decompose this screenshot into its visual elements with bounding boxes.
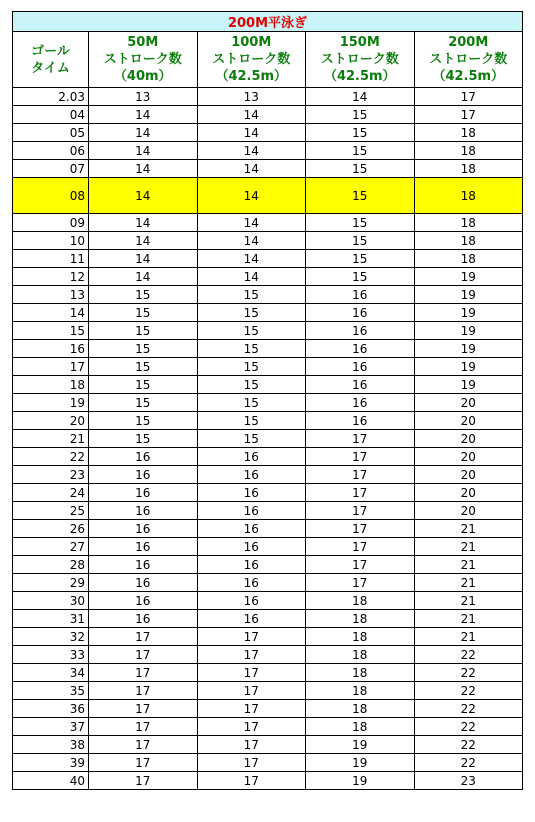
stroke-count-cell: 18 — [414, 178, 523, 214]
stroke-count-cell: 21 — [414, 538, 523, 556]
stroke-count-cell: 16 — [197, 484, 306, 502]
stroke-count-cell: 15 — [306, 142, 415, 160]
stroke-count-cell: 19 — [414, 268, 523, 286]
stroke-count-cell: 18 — [306, 610, 415, 628]
header-line: ゴール — [31, 43, 70, 59]
table-title: 200M平泳ぎ — [13, 12, 523, 32]
header-goal-time — [13, 32, 89, 88]
stroke-count-cell: 19 — [414, 340, 523, 358]
goal-time-cell: 27 — [13, 538, 89, 556]
stroke-count-cell: 15 — [197, 394, 306, 412]
stroke-count-cell: 18 — [306, 700, 415, 718]
stroke-count-cell: 15 — [306, 178, 415, 214]
stroke-count-cell: 19 — [306, 736, 415, 754]
stroke-count-cell: 22 — [414, 718, 523, 736]
stroke-count-cell: 16 — [197, 448, 306, 466]
table-row — [13, 502, 523, 520]
stroke-count-cell: 16 — [197, 592, 306, 610]
table-row — [13, 448, 523, 466]
goal-time-cell: 07 — [13, 160, 89, 178]
stroke-count-cell: 14 — [89, 124, 198, 142]
stroke-count-cell: 18 — [306, 646, 415, 664]
stroke-count-cell: 16 — [197, 610, 306, 628]
stroke-count-cell: 19 — [414, 376, 523, 394]
stroke-count-cell: 18 — [414, 160, 523, 178]
goal-time-cell: 16 — [13, 340, 89, 358]
stroke-count-cell: 14 — [89, 268, 198, 286]
stroke-count-cell: 17 — [197, 664, 306, 682]
stroke-count-cell: 23 — [414, 772, 523, 790]
stroke-count-cell: 17 — [306, 520, 415, 538]
stroke-count-cell: 15 — [197, 304, 306, 322]
stroke-count-cell: 14 — [197, 268, 306, 286]
table-row — [13, 250, 523, 268]
goal-time-cell: 20 — [13, 412, 89, 430]
stroke-count-cell: 17 — [89, 736, 198, 754]
stroke-count-cell: 14 — [197, 178, 306, 214]
stroke-count-cell: 17 — [197, 736, 306, 754]
stroke-count-cell: 16 — [89, 484, 198, 502]
stroke-count-cell: 17 — [306, 502, 415, 520]
stroke-count-cell: 14 — [89, 232, 198, 250]
stroke-count-cell: 16 — [306, 322, 415, 340]
header-line: 200M — [448, 35, 489, 50]
stroke-count-cell: 18 — [414, 250, 523, 268]
goal-time-cell: 13 — [13, 286, 89, 304]
stroke-count-cell: 14 — [89, 106, 198, 124]
table-row — [13, 736, 523, 754]
table-row — [13, 754, 523, 772]
stroke-count-cell: 19 — [414, 286, 523, 304]
goal-time-cell: 34 — [13, 664, 89, 682]
stroke-count-cell: 15 — [306, 232, 415, 250]
stroke-count-cell: 15 — [197, 358, 306, 376]
goal-time-cell: 25 — [13, 502, 89, 520]
goal-time-cell: 2.03 — [13, 88, 89, 106]
table-row — [13, 610, 523, 628]
table-row — [13, 304, 523, 322]
stroke-count-cell: 16 — [89, 592, 198, 610]
stroke-count-cell: 15 — [89, 340, 198, 358]
header-line: ストローク数 — [212, 52, 291, 67]
stroke-count-cell: 20 — [414, 448, 523, 466]
stroke-count-cell: 15 — [89, 394, 198, 412]
stroke-count-cell: 20 — [414, 466, 523, 484]
table-row — [13, 412, 523, 430]
stroke-count-cell: 17 — [306, 556, 415, 574]
stroke-count-cell: 17 — [89, 700, 198, 718]
table-row — [13, 520, 523, 538]
table-row — [13, 124, 523, 142]
stroke-count-cell: 20 — [414, 484, 523, 502]
stroke-count-cell: 19 — [414, 304, 523, 322]
stroke-count-cell: 18 — [414, 232, 523, 250]
table-row — [13, 466, 523, 484]
stroke-count-cell: 17 — [414, 88, 523, 106]
table-row — [13, 430, 523, 448]
stroke-count-cell: 17 — [306, 574, 415, 592]
goal-time-cell: 23 — [13, 466, 89, 484]
table-row — [13, 106, 523, 124]
header-50m — [89, 32, 198, 88]
stroke-count-cell: 16 — [197, 520, 306, 538]
goal-time-cell: 09 — [13, 214, 89, 232]
table-row — [13, 88, 523, 106]
stroke-count-cell: 15 — [197, 412, 306, 430]
stroke-count-cell: 15 — [89, 430, 198, 448]
stroke-count-cell: 14 — [89, 160, 198, 178]
stroke-count-cell: 17 — [89, 772, 198, 790]
goal-time-cell: 24 — [13, 484, 89, 502]
stroke-count-cell: 22 — [414, 754, 523, 772]
table-row — [13, 772, 523, 790]
goal-time-cell: 15 — [13, 322, 89, 340]
stroke-count-cell: 18 — [306, 592, 415, 610]
stroke-count-cell: 17 — [89, 628, 198, 646]
stroke-count-cell: 20 — [414, 412, 523, 430]
goal-time-cell: 35 — [13, 682, 89, 700]
stroke-count-cell: 19 — [306, 772, 415, 790]
stroke-count-cell: 17 — [414, 106, 523, 124]
goal-time-cell: 29 — [13, 574, 89, 592]
stroke-count-cell: 18 — [414, 142, 523, 160]
stroke-count-cell: 17 — [197, 754, 306, 772]
stroke-count-cell: 16 — [306, 304, 415, 322]
stroke-count-cell: 16 — [306, 394, 415, 412]
stroke-count-cell: 15 — [306, 214, 415, 232]
stroke-count-cell: 17 — [89, 646, 198, 664]
header-line: （40m） — [113, 69, 172, 84]
header-line: ストローク数 — [320, 52, 399, 67]
stroke-count-cell: 14 — [89, 214, 198, 232]
table-body — [13, 88, 523, 790]
table-row — [13, 700, 523, 718]
stroke-count-cell: 18 — [306, 628, 415, 646]
stroke-count-cell: 21 — [414, 556, 523, 574]
goal-time-cell: 08 — [13, 178, 89, 214]
stroke-count-cell: 17 — [197, 700, 306, 718]
stroke-count-table — [12, 11, 523, 790]
goal-time-cell: 19 — [13, 394, 89, 412]
stroke-count-cell: 18 — [414, 214, 523, 232]
goal-time-cell: 05 — [13, 124, 89, 142]
stroke-count-cell: 14 — [89, 250, 198, 268]
header-line: 150M — [339, 35, 380, 50]
stroke-count-cell: 14 — [89, 142, 198, 160]
header-200m — [414, 32, 523, 88]
header-150m — [306, 32, 415, 88]
header-line: （42.5m） — [215, 69, 288, 84]
stroke-count-cell: 22 — [414, 682, 523, 700]
stroke-count-cell: 19 — [414, 358, 523, 376]
stroke-count-cell: 19 — [306, 754, 415, 772]
stroke-count-cell: 18 — [306, 664, 415, 682]
stroke-count-cell: 22 — [414, 646, 523, 664]
stroke-count-cell: 16 — [89, 574, 198, 592]
goal-time-cell: 30 — [13, 592, 89, 610]
stroke-count-cell: 21 — [414, 610, 523, 628]
table-row — [13, 268, 523, 286]
stroke-count-cell: 19 — [414, 322, 523, 340]
stroke-count-cell: 14 — [197, 124, 306, 142]
stroke-count-cell: 17 — [197, 682, 306, 700]
stroke-count-cell: 21 — [414, 592, 523, 610]
goal-time-cell: 33 — [13, 646, 89, 664]
goal-time-cell: 36 — [13, 700, 89, 718]
stroke-count-cell: 17 — [197, 718, 306, 736]
stroke-count-cell: 13 — [197, 88, 306, 106]
stroke-count-cell: 15 — [197, 286, 306, 304]
stroke-count-cell: 15 — [197, 376, 306, 394]
header-line: ストローク数 — [429, 52, 508, 67]
column-header-row — [13, 32, 523, 88]
table-row — [13, 592, 523, 610]
goal-time-cell: 12 — [13, 268, 89, 286]
stroke-count-cell: 14 — [197, 142, 306, 160]
stroke-count-cell: 17 — [89, 682, 198, 700]
stroke-count-cell: 16 — [197, 574, 306, 592]
stroke-count-cell: 16 — [89, 520, 198, 538]
stroke-count-cell: 22 — [414, 736, 523, 754]
goal-time-cell: 22 — [13, 448, 89, 466]
stroke-count-cell: 20 — [414, 502, 523, 520]
stroke-count-cell: 22 — [414, 664, 523, 682]
goal-time-cell: 38 — [13, 736, 89, 754]
stroke-count-cell: 17 — [197, 772, 306, 790]
table-row — [13, 574, 523, 592]
stroke-count-cell: 16 — [306, 358, 415, 376]
stroke-count-cell: 15 — [306, 250, 415, 268]
goal-time-cell: 14 — [13, 304, 89, 322]
goal-time-cell: 06 — [13, 142, 89, 160]
stroke-count-cell: 16 — [89, 502, 198, 520]
table-row — [13, 214, 523, 232]
stroke-count-cell: 22 — [414, 700, 523, 718]
stroke-count-cell: 16 — [89, 556, 198, 574]
stroke-count-cell: 15 — [197, 340, 306, 358]
goal-time-cell: 37 — [13, 718, 89, 736]
stroke-count-cell: 15 — [306, 124, 415, 142]
stroke-count-cell: 17 — [197, 646, 306, 664]
header-line: タイム — [31, 60, 70, 76]
stroke-count-cell: 14 — [197, 106, 306, 124]
table-row — [13, 322, 523, 340]
stroke-count-cell: 20 — [414, 430, 523, 448]
stroke-count-cell: 14 — [197, 160, 306, 178]
goal-time-cell: 11 — [13, 250, 89, 268]
goal-time-cell: 28 — [13, 556, 89, 574]
stroke-count-cell: 16 — [89, 466, 198, 484]
stroke-count-cell: 16 — [89, 538, 198, 556]
table-row — [13, 484, 523, 502]
table-row — [13, 394, 523, 412]
goal-time-cell: 10 — [13, 232, 89, 250]
stroke-count-cell: 14 — [197, 214, 306, 232]
table-row-highlighted — [13, 178, 523, 214]
stroke-count-cell: 21 — [414, 574, 523, 592]
stroke-count-cell: 17 — [197, 628, 306, 646]
stroke-count-cell: 21 — [414, 520, 523, 538]
table-row — [13, 556, 523, 574]
table-row — [13, 664, 523, 682]
stroke-count-cell: 20 — [414, 394, 523, 412]
stroke-count-cell: 16 — [306, 340, 415, 358]
stroke-count-cell: 14 — [197, 250, 306, 268]
stroke-count-cell: 17 — [306, 448, 415, 466]
stroke-count-cell: 16 — [89, 610, 198, 628]
goal-time-cell: 18 — [13, 376, 89, 394]
stroke-count-cell: 21 — [414, 628, 523, 646]
goal-time-cell: 26 — [13, 520, 89, 538]
table-row — [13, 340, 523, 358]
table-row — [13, 358, 523, 376]
stroke-count-cell: 16 — [306, 376, 415, 394]
stroke-count-cell: 15 — [89, 412, 198, 430]
stroke-count-cell: 15 — [89, 376, 198, 394]
goal-time-cell: 40 — [13, 772, 89, 790]
stroke-count-cell: 15 — [89, 286, 198, 304]
header-line: 50M — [127, 35, 159, 50]
table-row — [13, 718, 523, 736]
stroke-count-cell: 18 — [306, 718, 415, 736]
table-row — [13, 232, 523, 250]
table-row — [13, 682, 523, 700]
stroke-count-cell: 16 — [306, 412, 415, 430]
stroke-count-cell: 16 — [197, 556, 306, 574]
stroke-count-cell: 15 — [89, 304, 198, 322]
stroke-count-cell: 15 — [306, 160, 415, 178]
stroke-count-cell: 18 — [414, 124, 523, 142]
table-row — [13, 160, 523, 178]
goal-time-cell: 31 — [13, 610, 89, 628]
stroke-count-cell: 15 — [89, 358, 198, 376]
stroke-count-cell: 15 — [197, 430, 306, 448]
stroke-count-cell: 16 — [197, 502, 306, 520]
stroke-count-cell: 16 — [306, 286, 415, 304]
stroke-count-cell: 18 — [306, 682, 415, 700]
stroke-count-cell: 15 — [306, 106, 415, 124]
stroke-count-cell: 14 — [306, 88, 415, 106]
stroke-count-cell: 16 — [197, 538, 306, 556]
stroke-count-cell: 17 — [89, 718, 198, 736]
goal-time-cell: 17 — [13, 358, 89, 376]
header-100m — [197, 32, 306, 88]
table-row — [13, 628, 523, 646]
table-row — [13, 142, 523, 160]
stroke-count-cell: 17 — [306, 430, 415, 448]
stroke-count-cell: 16 — [89, 448, 198, 466]
table-row — [13, 376, 523, 394]
header-line: ストローク数 — [103, 52, 182, 67]
goal-time-cell: 21 — [13, 430, 89, 448]
stroke-count-cell: 17 — [306, 538, 415, 556]
stroke-count-cell: 16 — [197, 466, 306, 484]
goal-time-cell: 39 — [13, 754, 89, 772]
header-line: （42.5m） — [432, 69, 505, 84]
stroke-count-cell: 15 — [306, 268, 415, 286]
table-row — [13, 286, 523, 304]
stroke-count-cell: 15 — [89, 322, 198, 340]
table-row — [13, 538, 523, 556]
header-line: （42.5m） — [323, 69, 396, 84]
goal-time-cell: 04 — [13, 106, 89, 124]
stroke-count-cell: 17 — [89, 664, 198, 682]
stroke-count-cell: 15 — [197, 322, 306, 340]
stroke-count-cell: 14 — [197, 232, 306, 250]
stroke-count-cell: 17 — [306, 466, 415, 484]
header-line: 100M — [231, 35, 272, 50]
stroke-count-cell: 14 — [89, 178, 198, 214]
goal-time-cell: 32 — [13, 628, 89, 646]
table-row — [13, 646, 523, 664]
stroke-count-cell: 17 — [89, 754, 198, 772]
stroke-count-cell: 17 — [306, 484, 415, 502]
stroke-count-cell: 13 — [89, 88, 198, 106]
